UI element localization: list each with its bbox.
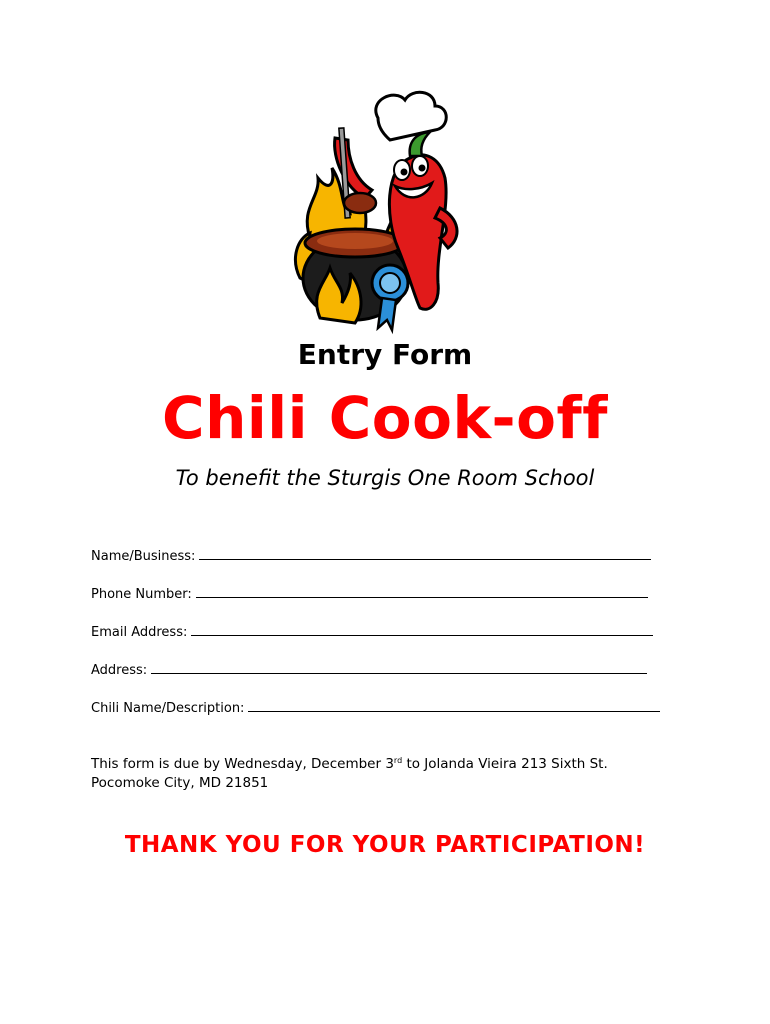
page-title: Chili Cook-off xyxy=(162,384,608,452)
name-business-field[interactable] xyxy=(91,548,651,564)
notice-text-continued: to Jolanda Vieira 213 Sixth St. xyxy=(402,756,608,772)
email-address-input-line[interactable] xyxy=(191,624,653,636)
phone-number-input-line[interactable] xyxy=(196,586,648,598)
chili-description-input-line[interactable] xyxy=(248,700,660,712)
page-subtitle: To benefit the Sturgis One Room School xyxy=(175,466,595,490)
address-input-line[interactable] xyxy=(151,662,647,674)
notice-text: This form is due by Wednesday, December 3 xyxy=(91,756,394,772)
form-heading: Entry Form xyxy=(297,338,473,371)
email-address-field[interactable] xyxy=(91,624,653,640)
field-label: Name/Business: xyxy=(91,549,196,564)
name-business-input-line[interactable] xyxy=(199,548,651,560)
notice-address-line: Pocomoke City, MD 21851 xyxy=(91,775,269,791)
due-date-notice xyxy=(91,755,711,793)
field-label: Chili Name/Description: xyxy=(91,701,245,716)
field-label: Address: xyxy=(91,663,148,678)
chili-pepper-chef-mascot-icon xyxy=(290,88,480,338)
chili-description-field[interactable] xyxy=(91,700,660,716)
phone-number-field[interactable] xyxy=(91,586,648,602)
address-field[interactable] xyxy=(91,662,647,678)
field-label: Phone Number: xyxy=(91,587,192,602)
ordinal-suffix: rd xyxy=(393,756,403,765)
field-label: Email Address: xyxy=(91,625,188,640)
thank-you-message: THANK YOU FOR YOUR PARTICIPATION! xyxy=(124,832,646,858)
